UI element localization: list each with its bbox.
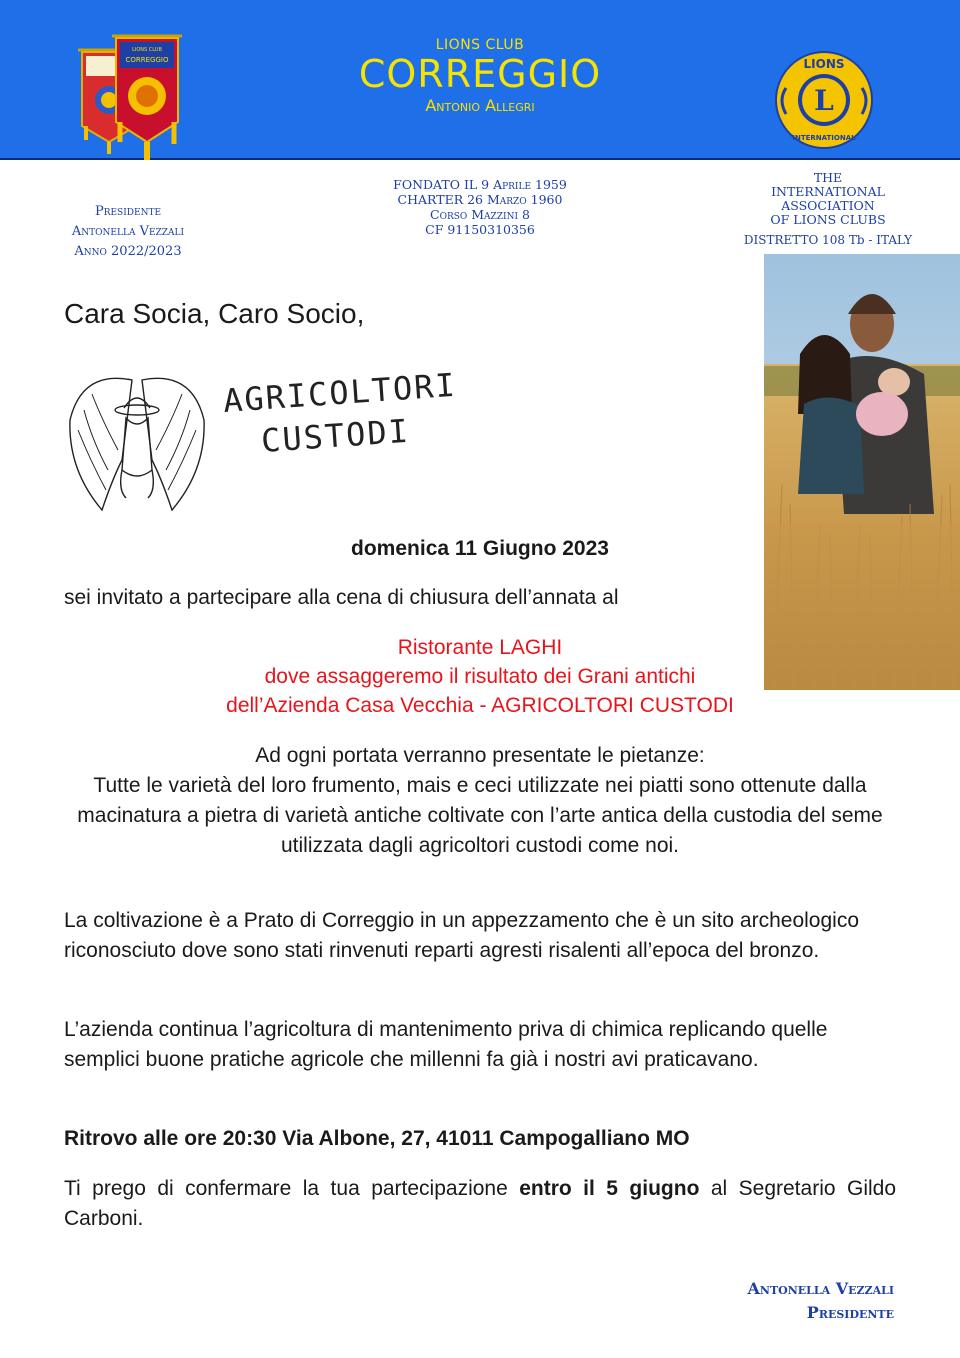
- greeting: Cara Socia, Caro Socio,: [64, 298, 365, 329]
- president-name: Antonella Vezzali: [71, 224, 185, 239]
- club-subtitle: Antonio Allegri: [425, 96, 535, 115]
- address: Corso Mazzini 8: [430, 207, 530, 222]
- confirm-deadline: entro il 5 giugno: [519, 1177, 700, 1200]
- signature-name: Antonella Vezzali: [747, 1279, 894, 1298]
- event-date: [0, 537, 960, 561]
- association-info: [730, 171, 926, 247]
- signature-role: Presidente: [806, 1303, 894, 1322]
- restaurant-name: Ristorante LAGHI: [397, 636, 563, 659]
- association-line-1: THE: [813, 170, 843, 185]
- fiscal-code: CF 91150310356: [425, 222, 535, 237]
- founding-date: FONDATO IL 9 Aprile 1959: [393, 177, 567, 192]
- restaurant-block: [0, 633, 960, 720]
- lions-international-emblem: [772, 48, 876, 152]
- president-info: [50, 202, 206, 262]
- family-wheat-photo: [764, 254, 960, 690]
- event-date-text: domenica 11 Giugno 2023: [351, 537, 609, 560]
- menu-description: Ad ogni portata verranno presentate le pietanze: Tutte le varietà del loro frumento, mais e ceci utilizzate nei piatti sono ottenute dalla macinatura a pietra di varietà antiche coltivate con l’arte antica della custodia del seme utilizzata dagli agricoltori custodi come noi.: [77, 744, 883, 857]
- logo-text-line1: AGRICOLTORI: [221, 365, 458, 420]
- banner-name-text: CORREGGIO: [125, 56, 169, 64]
- lions-letter: L: [814, 84, 834, 117]
- restaurant-desc-2: dell’Azienda Casa Vecchia - AGRICOLTORI CUSTODI: [226, 694, 734, 717]
- cultivation-paragraph: La coltivazione è a Prato di Correggio in un appezzamento che è un sito archeologico riconosciuto dove sono stati rinvenuti reparti agresti risalenti all’epoca del bronzo.: [64, 909, 859, 962]
- president-role: Presidente: [94, 204, 162, 219]
- logo-text-line2: CUSTODI: [259, 411, 412, 460]
- restaurant-desc-1: dove assaggeremo il risultato dei Grani antichi: [264, 665, 696, 688]
- company-paragraph: L’azienda continua l’agricoltura di mantenimento priva di chimica replicando quelle semplici buone pratiche agricole che millenni fa già i nostri avi praticavano.: [64, 1018, 828, 1071]
- signature: [747, 1277, 894, 1325]
- district: DISTRETTO 108 Tb - ITALY: [743, 233, 913, 247]
- association-line-4: OF LIONS CLUBS: [770, 212, 886, 227]
- confirm-text-2: al Segretario Gildo Carboni.: [64, 1177, 897, 1230]
- association-line-3: ASSOCIATION: [781, 198, 875, 213]
- charter-date: CHARTER 26 Marzo 1960: [397, 192, 563, 207]
- confirm-text-1: Ti prego di confermare la tua partecipazione: [64, 1177, 520, 1200]
- club-label: LIONS CLUB: [435, 37, 525, 53]
- meeting-point: Ritrovo alle ore 20:30 Via Albone, 27, 41011 Campogalliano MO: [64, 1127, 690, 1150]
- banner-small-text: LIONS CLUB: [132, 47, 162, 53]
- confirmation-paragraph: [64, 1174, 896, 1234]
- header-band: [0, 0, 960, 160]
- invitation-line: sei invitato a partecipare alla cena di chiusura dell’annata al: [64, 586, 619, 609]
- club-name: CORREGGIO: [358, 52, 602, 96]
- agricoltori-custodi-logo: [62, 360, 458, 520]
- lions-top-text: LIONS: [803, 57, 845, 71]
- founding-info: [380, 177, 580, 237]
- president-year: Anno 2022/2023: [74, 244, 182, 259]
- lions-bottom-text: INTERNATIONAL: [792, 134, 856, 142]
- association-line-2: INTERNATIONAL: [771, 184, 885, 199]
